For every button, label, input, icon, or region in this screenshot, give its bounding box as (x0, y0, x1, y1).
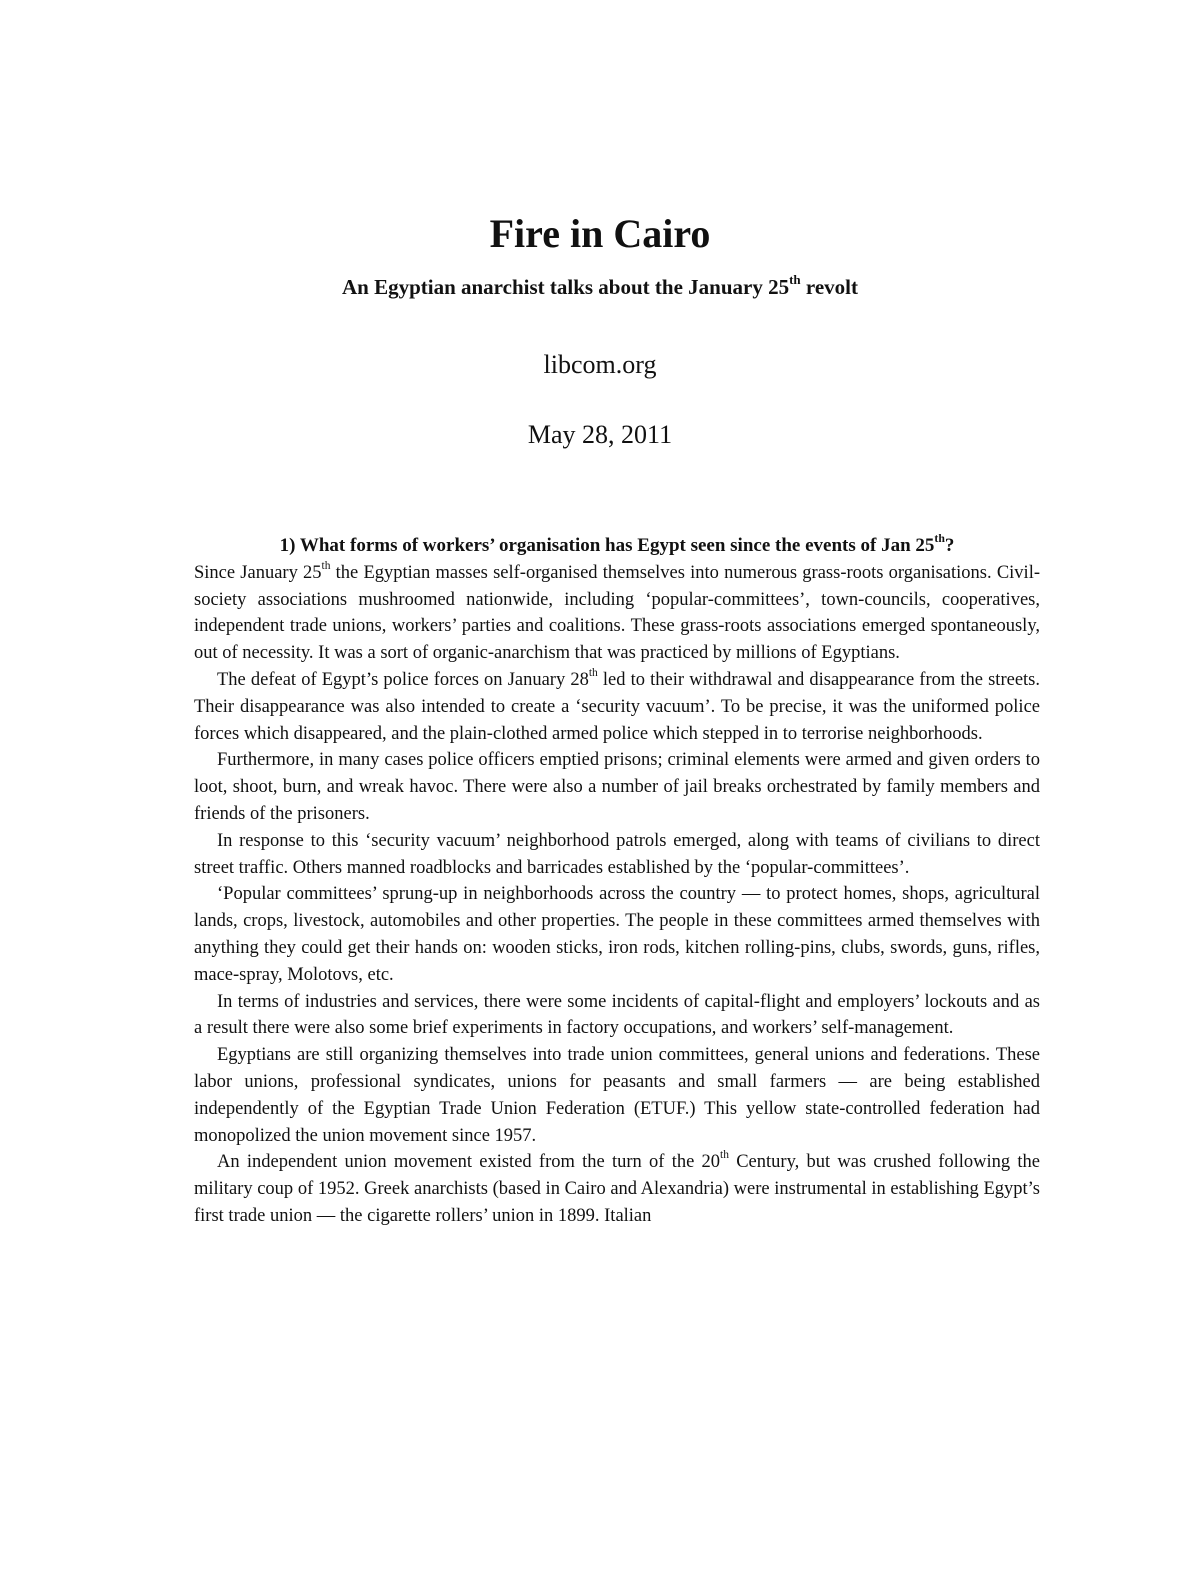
subtitle-superscript: th (789, 272, 801, 288)
document-subtitle (0, 272, 1200, 302)
paragraph-superscript: th (321, 559, 331, 572)
paragraph-text: An independent union movement existed from the turn of the 20 (217, 1152, 721, 1173)
paragraph: Furthermore, in many cases police officers emptied prisons; criminal elements were armed and given orders to loot, shoot, burn, and wreak havoc. There were also a number of jail breaks orchestrated by family members and friends of the prisoners. (194, 750, 1040, 824)
paragraph: ‘Popular committees’ sprung-up in neighborhoods across the country — to protect homes, shops, agricultural lands, crops, livestock, automobiles and other properties. The people in these committees armed themselves with anything they could get their hands on: wooden sticks, iron rods, kitchen rolling-pins, clubs, swords, guns, rifles, mace-spray, Molotovs, etc. (194, 884, 1040, 985)
paragraph: In response to this ‘security vacuum’ neighborhood patrols emerged, along with teams of civilians to direct street traffic. Others manned roadblocks and barricades established by the ‘popular-committees’. (194, 830, 1040, 878)
subtitle-text-end: revolt (800, 275, 859, 299)
paragraph-text: Century, but was crushed following the military coup of 1952. Greek anarchists (based in Cairo and Alexandria) were instrumental in establishing Egypt’s first trade union — the cigarette rollers’ union in 1899. Italian (194, 1152, 1040, 1226)
question-superscript: th (934, 531, 945, 545)
paragraph (194, 560, 1040, 667)
paragraph (194, 1149, 1040, 1229)
document-date: May 28, 2011 (527, 420, 673, 449)
question-text-end: ? (944, 535, 955, 556)
document-author: libcom.org (543, 350, 657, 379)
paragraph-text: led to their withdrawal and disappearance from the streets. Their disappearance was also intended to create a ‘security vacuum’. To be precise, it was the uniformed police forces which disappeared, and the plain-clothed armed police which stepped in to terrorise neighborhoods. (194, 669, 1040, 744)
subtitle-text: An Egyptian anarchist talks about the January 25 (341, 275, 790, 299)
paragraph-superscript: th (720, 1149, 729, 1162)
paragraph-text: Since January 25 (194, 562, 322, 583)
document-body (194, 533, 1040, 1230)
paragraph: In terms of industries and services, there were some incidents of capital-flight and employers’ lockouts and as a result there were also some brief experiments in factory occupations, and workers’ self-management. (194, 991, 1040, 1039)
question-text: 1) What forms of workers’ organisation has Egypt seen since the events of Jan 25 (279, 535, 935, 556)
paragraph-superscript: th (588, 667, 598, 680)
paragraph (194, 667, 1040, 747)
document-title: Fire in Cairo (489, 211, 711, 256)
paragraph-text: The defeat of Egypt’s police forces on January 28 (217, 669, 589, 690)
paragraph-text: the Egyptian masses self-organised themselves into numerous grass-roots organisations. Civil-society associations mushroomed nationwide, including ‘popular-committees’, town-councils, cooperatives, independent trade unions, workers’ parties and coalitions. These grass-roots associations emerged spontaneously, out of necessity. It was a sort of organic-anarchism that was practiced by millions of Egyptians. (194, 562, 1040, 664)
paragraph: Egyptians are still organizing themselves into trade union committees, general unions and federations. These labor unions, professional syndicates, unions for peasants and small farmers — are being established independently of the Egyptian Trade Union Federation (ETUF.) This yellow state-controlled federation had monopolized the union movement since 1957. (194, 1045, 1040, 1146)
question-heading (194, 533, 1040, 560)
